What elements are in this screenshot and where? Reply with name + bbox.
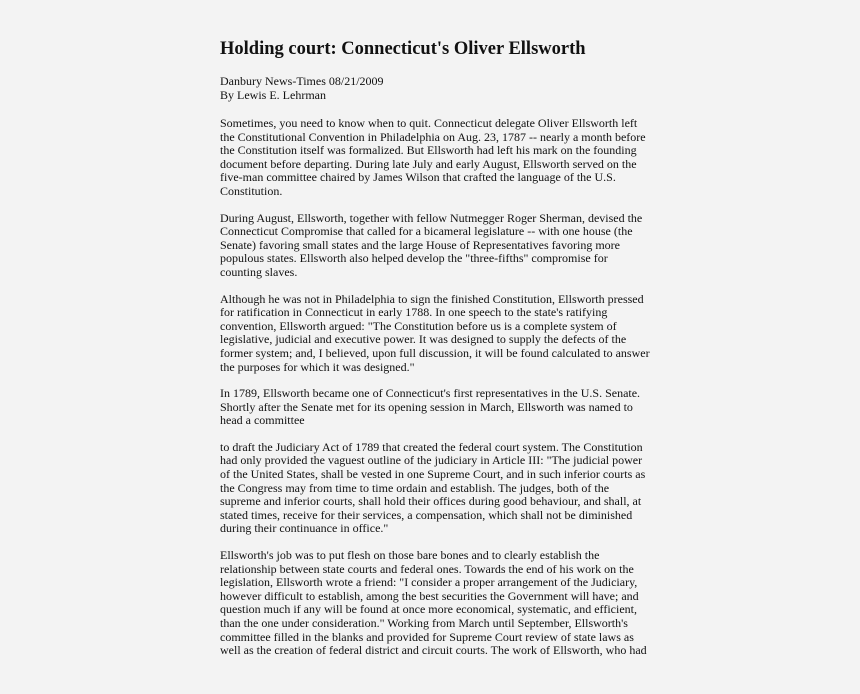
paragraph: Ellsworth's job was to put flesh on those bare bones and to clearly establish the relationship between state courts and federal ones. Towards the end of his work on the legislation, Ellsworth wrote a friend: "I consider a proper arrangement of the Judiciary, however difficult to establish, among the best securities the Government will have; and question much if any will be found at once more economical, systematic, and efficient, than the one under consideration." Working from March until September, Ellsworth's committee filled in the blanks and provided for Supreme Court review of state laws as well as the creation of federal district and circuit courts. The work of Ellsworth, who had (220, 548, 647, 658)
article (220, 38, 650, 671)
paragraph: Sometimes, you need to know when to quit. Connecticut delegate Oliver Ellsworth left the Constitutional Convention in Philadelphia on Aug. 23, 1787 -- nearly a month before the Constitution itself was formalized. But Ellsworth had left his mark on the founding document before departing. During late July and early August, Ellsworth served on the five-man committee chaired by James Wilson that crafted the language of the U.S. Constitution. (220, 116, 646, 198)
article-title: Holding court: Connecticut's Oliver Ellsworth (220, 39, 586, 59)
paragraph: In 1789, Ellsworth became one of Connecticut's first representatives in the U.S. Senate. Shortly after the Senate met for its opening session in March, Ellsworth was named to head a committee (220, 386, 641, 428)
article-byline: By Lewis E. Lehrman (220, 88, 326, 102)
article-meta (220, 74, 650, 102)
paragraph: During August, Ellsworth, together with fellow Nutmegger Roger Sherman, devised the Connecticut Compromise that called for a bicameral legislature -- with one house (the Senate) favoring small states and the large House of Representatives favoring more populous states. Ellsworth also helped develop the "three-fifths" compromise for counting slaves. (220, 210, 643, 279)
paragraph: to draft the Judiciary Act of 1789 that created the federal court system. The Constitution had only provided the vaguest outline of the judiciary in Article III: "The judicial power of the United States, shall be vested in one Supreme Court, and in such inferior courts as the Congress may from time to time ordain and establish. The judges, both of the supreme and inferior courts, shall hold their offices during good behaviour, and shall, at stated times, receive for their services, a compensation, which shall not be diminished during their continuance in office." (220, 439, 646, 536)
article-source: Danbury News-Times 08/21/2009 (220, 74, 384, 88)
paragraph: Although he was not in Philadelphia to sign the finished Constitution, Ellsworth pressed for ratification in Connecticut in early 1788. In one speech to the state's ratifying convention, Ellsworth argued: "The Constitution before us is a complete system of legislative, judicial and executive power. It was designed to supply the defects of the former system; and, I believed, upon full discussion, it will be found calculated to answer the purposes for which it was designed." (220, 291, 650, 374)
